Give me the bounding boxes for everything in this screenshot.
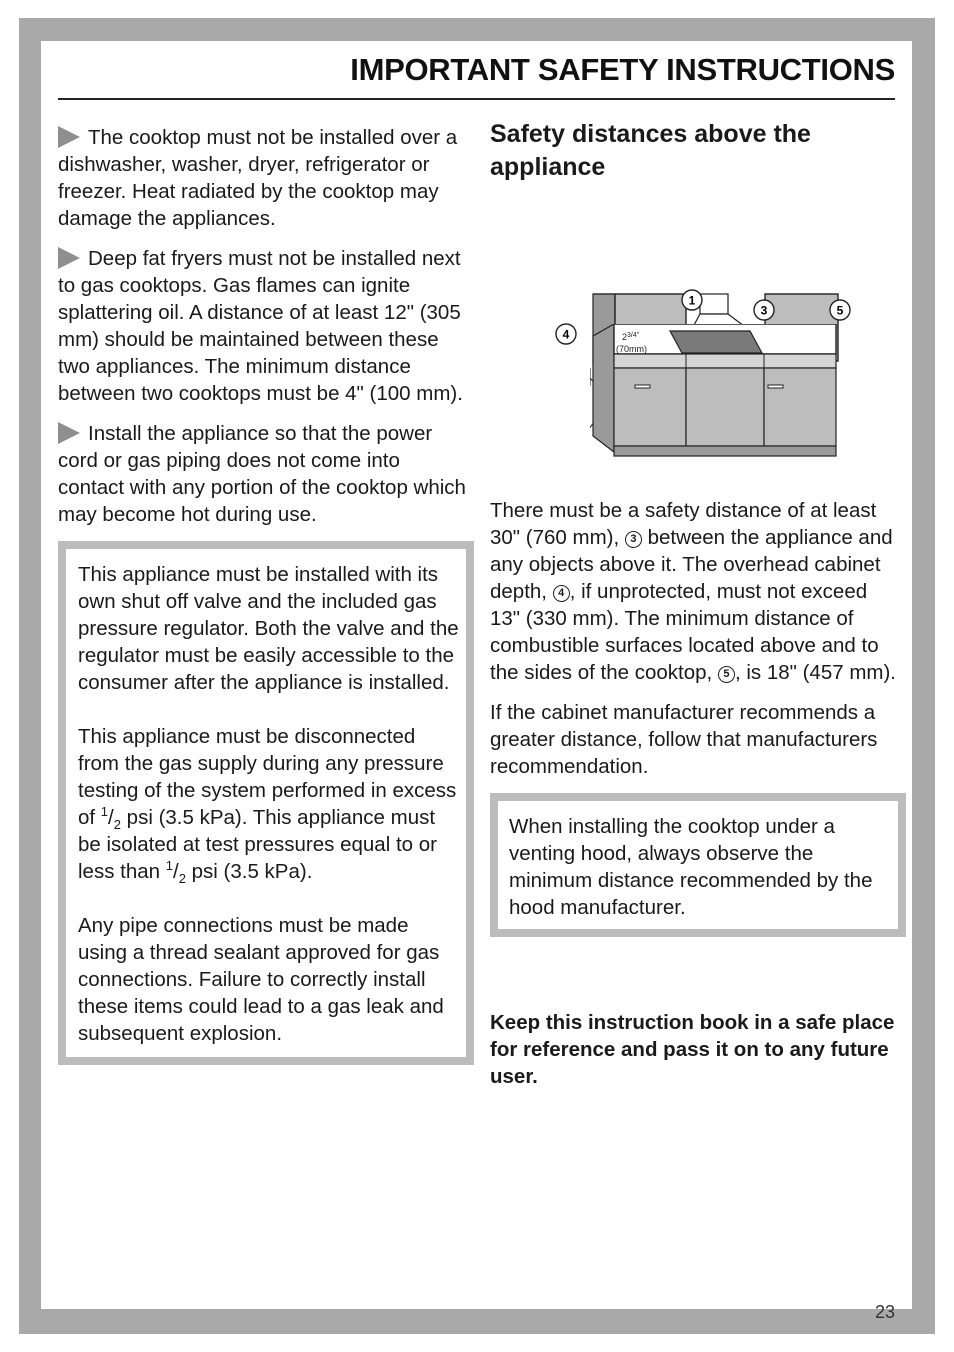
cabinet-door [614,368,686,446]
fraction-numerator: 1 [165,858,173,874]
arrow-bullet-icon [58,247,80,269]
left-column [58,124,466,1065]
body-text: between the appliance and any objects above it. The overhead cabinet depth, [490,526,893,603]
page-title: IMPORTANT SAFETY INSTRUCTIONS [350,52,895,87]
bullet-item [58,124,466,232]
diagram-callouts [550,282,860,362]
warning-paragraph: This appliance must be disconnected from the gas supply during any pressure testing of the system performed in excess of $^1/_2$ psi (3.5 kPa). This appliance must be isolated at test pressures equal to or less than $^1/_2$ psi (3.5 kPa). [78,725,457,887]
warning-paragraph: Any pipe connections must be made using a thread sealant approved for gas connections. Failure to correctly install these items could lead to a gas leak and subsequent explosion. [78,914,444,1045]
page-number: 23 [874,1302,895,1322]
warning-text: This appliance must be disconnected from the gas supply during any pressure testing of the system performed in excess of [78,725,457,829]
cabinet-handle [635,385,650,388]
warning-text: psi (3.5 kPa). This appliance must be isolated at test pressures equal to or less than [78,806,437,883]
fraction-numerator: 1 [100,804,109,820]
body-text: , is 18" (457 mm). [734,661,897,684]
callout-label-3: 3 [760,303,768,318]
dimension-label: $2^{3/4"}$ [622,332,640,342]
fraction-denominator: 2 [113,817,121,833]
arrow-bullet-icon [58,422,80,444]
section-title: Safety distances above the appliance [490,120,811,181]
arrow-bullet-icon [58,126,80,148]
reference-marker-4: 4 [553,585,570,602]
distance-paragraph [490,497,896,686]
cabinet-handle [768,385,783,388]
callout-label-4: 4 [562,327,570,342]
bullet-item [58,420,466,528]
right-text-block [490,497,896,1090]
warning-paragraph: This appliance must be installed with its own shut off valve and the included gas pressure regulator. Both the valve and the regulator must be easily accessible to the consumer after the appliance is installed. [78,563,459,694]
body-text: There must be a safety distance of at least 30" (760 mm), [490,499,877,549]
note-text: When installing the cooktop under a venting hood, always observe the minimum distance recommended by the hood manufacturer. [509,815,873,919]
cabinet-door [764,368,836,446]
callout-label-1: 1 [688,293,696,308]
warning-text: psi (3.5 kPa). [185,860,313,883]
bullet-item [58,245,466,407]
bullet-text: Deep fat fryers must not be installed next to gas cooktops. Gas flames can ignite splattering oil. A distance of at least 12" (305 mm) should be maintained between these two appliances. The minimum distance between two cooktops must be 4" (100 mm). [58,247,463,405]
reference-marker-3: 3 [625,531,642,548]
fraction-denominator: 2 [178,871,186,887]
warning-box [58,541,474,1065]
bullet-text: The cooktop must not be installed over a dishwasher, washer, dryer, refrigerator or freezer. Heat radiated by the cooktop may damage the appliances. [58,126,458,230]
toe-kick [614,446,836,456]
manufacturer-paragraph: If the cabinet manufacturer recommends a greater distance, follow that manufacturers recommendation. [490,701,878,778]
header-rule [58,98,895,100]
cabinet-door [686,368,764,446]
bullet-text: Install the appliance so that the power cord or gas piping does not come into contact with any portion of the cooktop which may become hot during use. [58,422,466,526]
body-text: , if unprotected, must not exceed 13" (330 mm). The minimum distance of combustible surfaces located above and to the sides of the cooktop, [490,580,879,684]
dimension-label-metric: (70mm) [616,344,647,354]
callout-label-5: 5 [836,303,844,318]
keep-instructions-text: Keep this instruction book in a safe place for reference and pass it on to any future user. [490,1011,895,1088]
note-box [490,793,906,937]
reference-marker-5: 5 [718,666,735,683]
